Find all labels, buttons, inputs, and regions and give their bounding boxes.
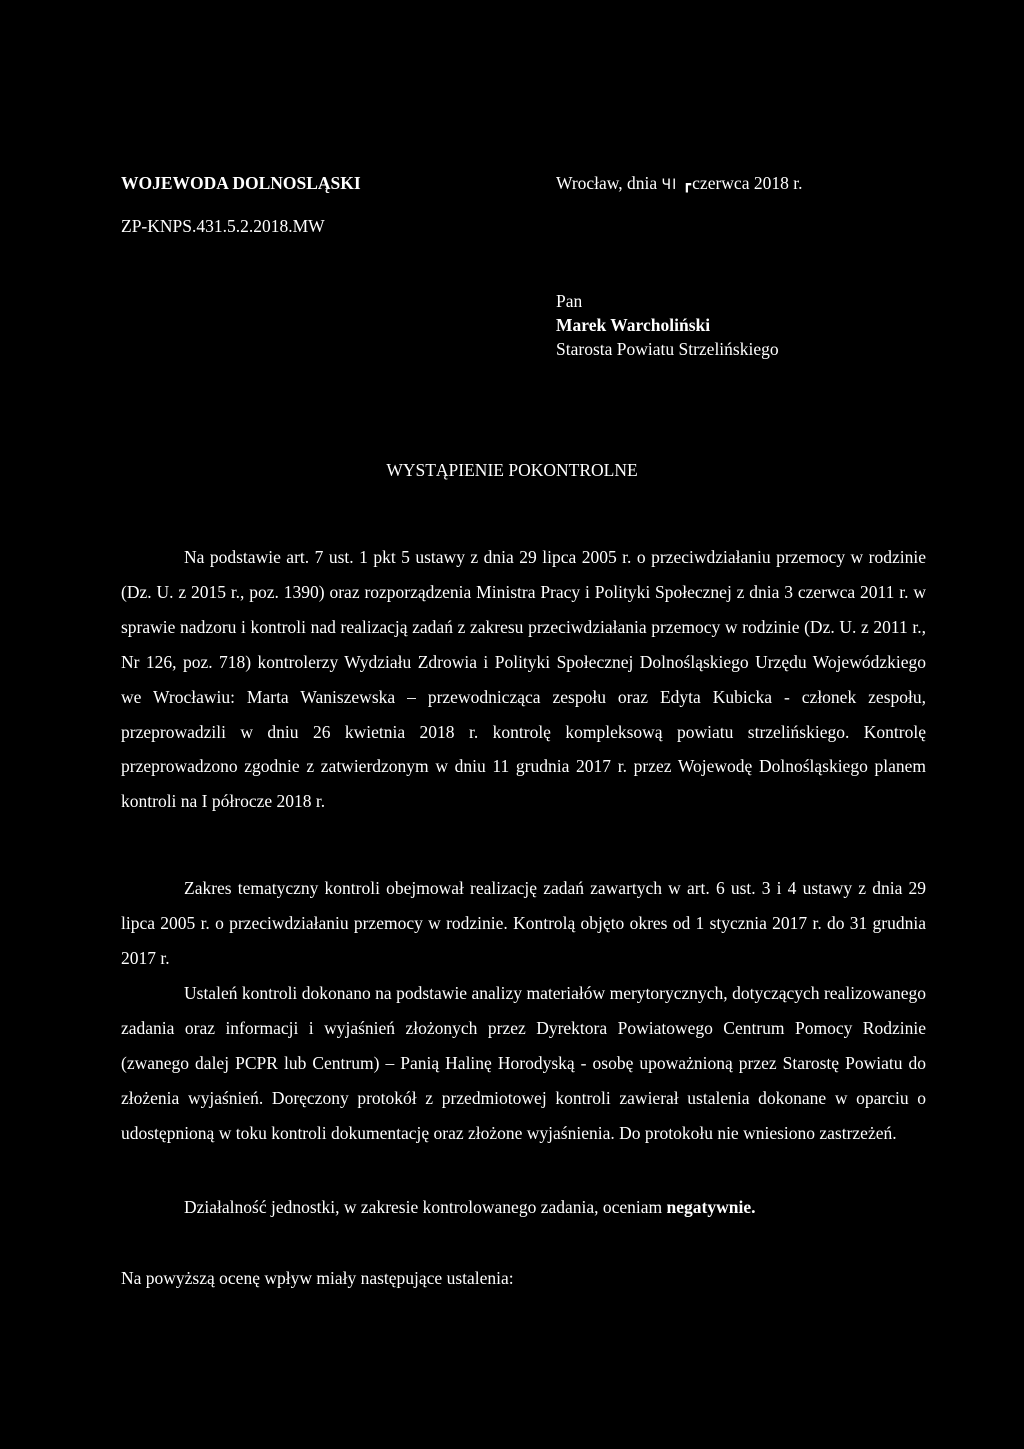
addressee-salutation: Pan [556,291,583,311]
handwritten-day: ЧІ ┏ [661,177,693,193]
reference-number: ZP-KNPS.431.5.2.2018.MW [121,216,325,236]
assessment-prefix: Działalność jednostki, w zakresie kontrolowanego zadania, oceniam [184,1197,663,1217]
paragraph-legal-basis: Na podstawie art. 7 ust. 1 pkt 5 ustawy z dnia 29 lipca 2005 r. o przeciwdziałaniu przemocy w rodzinie (Dz. U. z 2015 r., poz. 1390) oraz rozporządzenia Ministra Pracy i Polityki Społecznej z dnia 3 czerwca 2011 r. w sprawie nadzoru i kontroli nad realizacją zadań z zakresu przeciwdziałania przemocy w rodzinie (Dz. U. z 2011 r., Nr 126, poz. 718) kontrolerzy Wydziału Zdrowia i Polityki Społecznej Dolnośląskiego Urzędu Wojewódzkiego we Wrocławiu: Marta Waniszewska – przewodnicząca zespołu oraz Edyta Kubicka - członek zespołu, przeprowadzili w dniu 26 kwietnia 2018 r. kontrolę kompleksową powiatu strzelińskiego. Kontrolę przeprowadzono zgodnie z zatwierdzonym w dniu 11 grudnia 2017 r. przez Wojewodę Dolnośląskiego planem kontroli na I półrocze 2018 r. [121,547,926,812]
place-date [556,173,802,194]
addressee-position: Starosta Powiatu Strzelińskiego [556,339,779,359]
assessment-value: negatywnie. [666,1197,756,1217]
place-date-suffix: czerwca 2018 r. [692,173,803,193]
addressee-name: Marek Warcholiński [556,315,711,335]
paragraph-scope: Zakres tematyczny kontroli obejmował realizację zadań zawartych w art. 6 ust. 3 i 4 ustawy z dnia 29 lipca 2005 r. o przeciwdziałaniu przemocy w rodzinie. Kontrolą objęto okres od 1 stycznia 2017 r. do 31 grudnia 2017 r. [121,878,926,968]
document-title: WYSTĄPIENIE POKONTROLNE [386,460,638,480]
place-date-prefix: Wrocław, dnia [556,173,658,193]
findings-intro: Na powyższą ocenę wpływ miały następujące ustalenia: [121,1268,514,1288]
assessment-line [121,1190,926,1225]
authority-name: WOJEWODA DOLNOSLĄSKI [121,173,361,193]
paragraph-findings-basis: Ustaleń kontroli dokonano na podstawie analizy materiałów merytorycznych, dotyczących realizowanego zadania oraz informacji i wyjaśnień złożonych przez Dyrektora Powiatowego Centrum Pomocy Rodzinie (zwanego dalej PCPR lub Centrum) – Panią Halinę Horodyską - osobę upoważnioną przez Starostę Powiatu do złożenia wyjaśnień. Doręczony protokół z przedmiotowej kontroli zawierał ustalenia dokonane w oparciu o udostępnioną w toku kontroli dokumentację oraz złożone wyjaśnienia. Do protokołu nie wniesiono zastrzeżeń. [121,983,926,1143]
